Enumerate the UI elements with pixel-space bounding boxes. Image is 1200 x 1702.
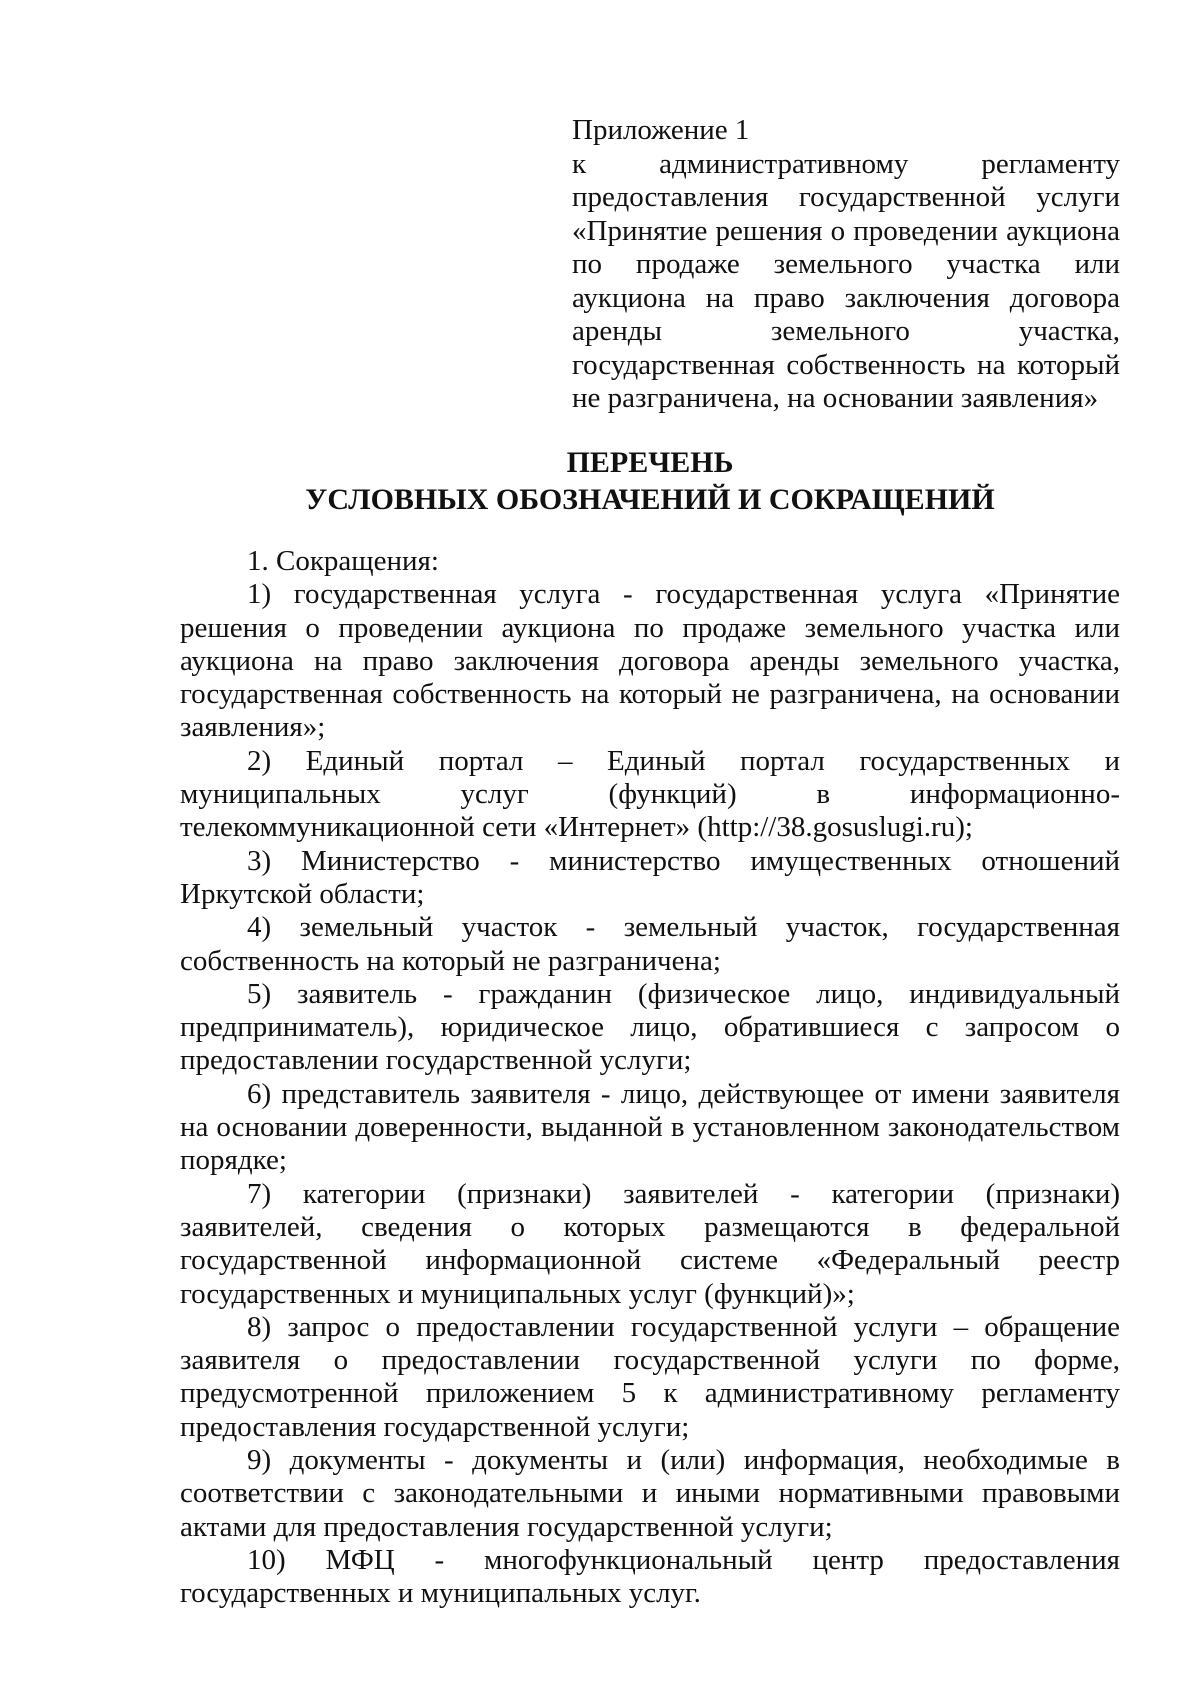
title-line-1: ПЕРЕЧЕНЬ	[566, 446, 734, 479]
list-item: 4) земельный участок - земельный участок, государственная собственность на который не разграничена;	[180, 911, 1120, 977]
title-line-2: УСЛОВНЫХ ОБОЗНАЧЕНИЙ И СОКРАЩЕНИЙ	[305, 483, 995, 516]
list-item: 2) Единый портал – Единый портал государственных и муниципальных услуг (функций) в информационно-телекоммуникационной сети «Интернет» (http://38.gosuslugi.ru);	[180, 744, 1120, 844]
list-item: 5) заявитель - гражданин (физическое лицо, индивидуальный предприниматель), юридическое лицо, обратившиеся с запросом о предоставлении государственной услуги;	[180, 977, 1120, 1077]
appendix-number: Приложение 1	[572, 114, 750, 146]
list-item: 1) государственная услуга - государственная услуга «Принятие решения о проведении аукциона по продаже земельного участка или аукциона на право заключения договора аренды земельного участка, государственная собственность на который не разграничена, на основании заявления»;	[180, 578, 1120, 744]
list-item: 7) категории (признаки) заявителей - категории (признаки) заявителей, сведения о которых размещаются в федеральной государственной информационной системе «Федеральный реестр государственных и муниципальных услуг (функций)»;	[180, 1177, 1120, 1310]
abbreviations-section	[180, 545, 1120, 1611]
appendix-block	[572, 114, 1120, 416]
section-heading: 1. Сокращения:	[247, 545, 439, 577]
list-item: 9) документы - документы и (или) информация, необходимые в соответствии с законодательными и иными нормативными правовыми актами для предоставления государственной услуги;	[180, 1444, 1120, 1543]
list-item: 8) запрос о предоставлении государственной услуги – обращение заявителя о предоставлении государственной услуги по форме, предусмотренной приложением 5 к административному регламенту предоставления государственной услуги;	[180, 1310, 1120, 1443]
list-item: 3) Министерство - министерство имущественных отношений Иркутской области;	[180, 844, 1120, 910]
list-item: 6) представитель заявителя - лицо, действующее от имени заявителя на основании доверенности, выданной в установленном законодательством порядке;	[180, 1077, 1120, 1177]
document-title	[180, 444, 1120, 518]
list-item: 10) МФЦ - многофункциональный центр предоставления государственных и муниципальных услуг.	[180, 1543, 1120, 1610]
appendix-reference: к административному регламенту предоставления государственной услуги «Принятие решения о проведении аукциона по продаже земельного участка или аукциона на право заключения договора аренды земельного участка, государственная собственность на который не разграничена, на основании заявления»	[572, 147, 1120, 414]
